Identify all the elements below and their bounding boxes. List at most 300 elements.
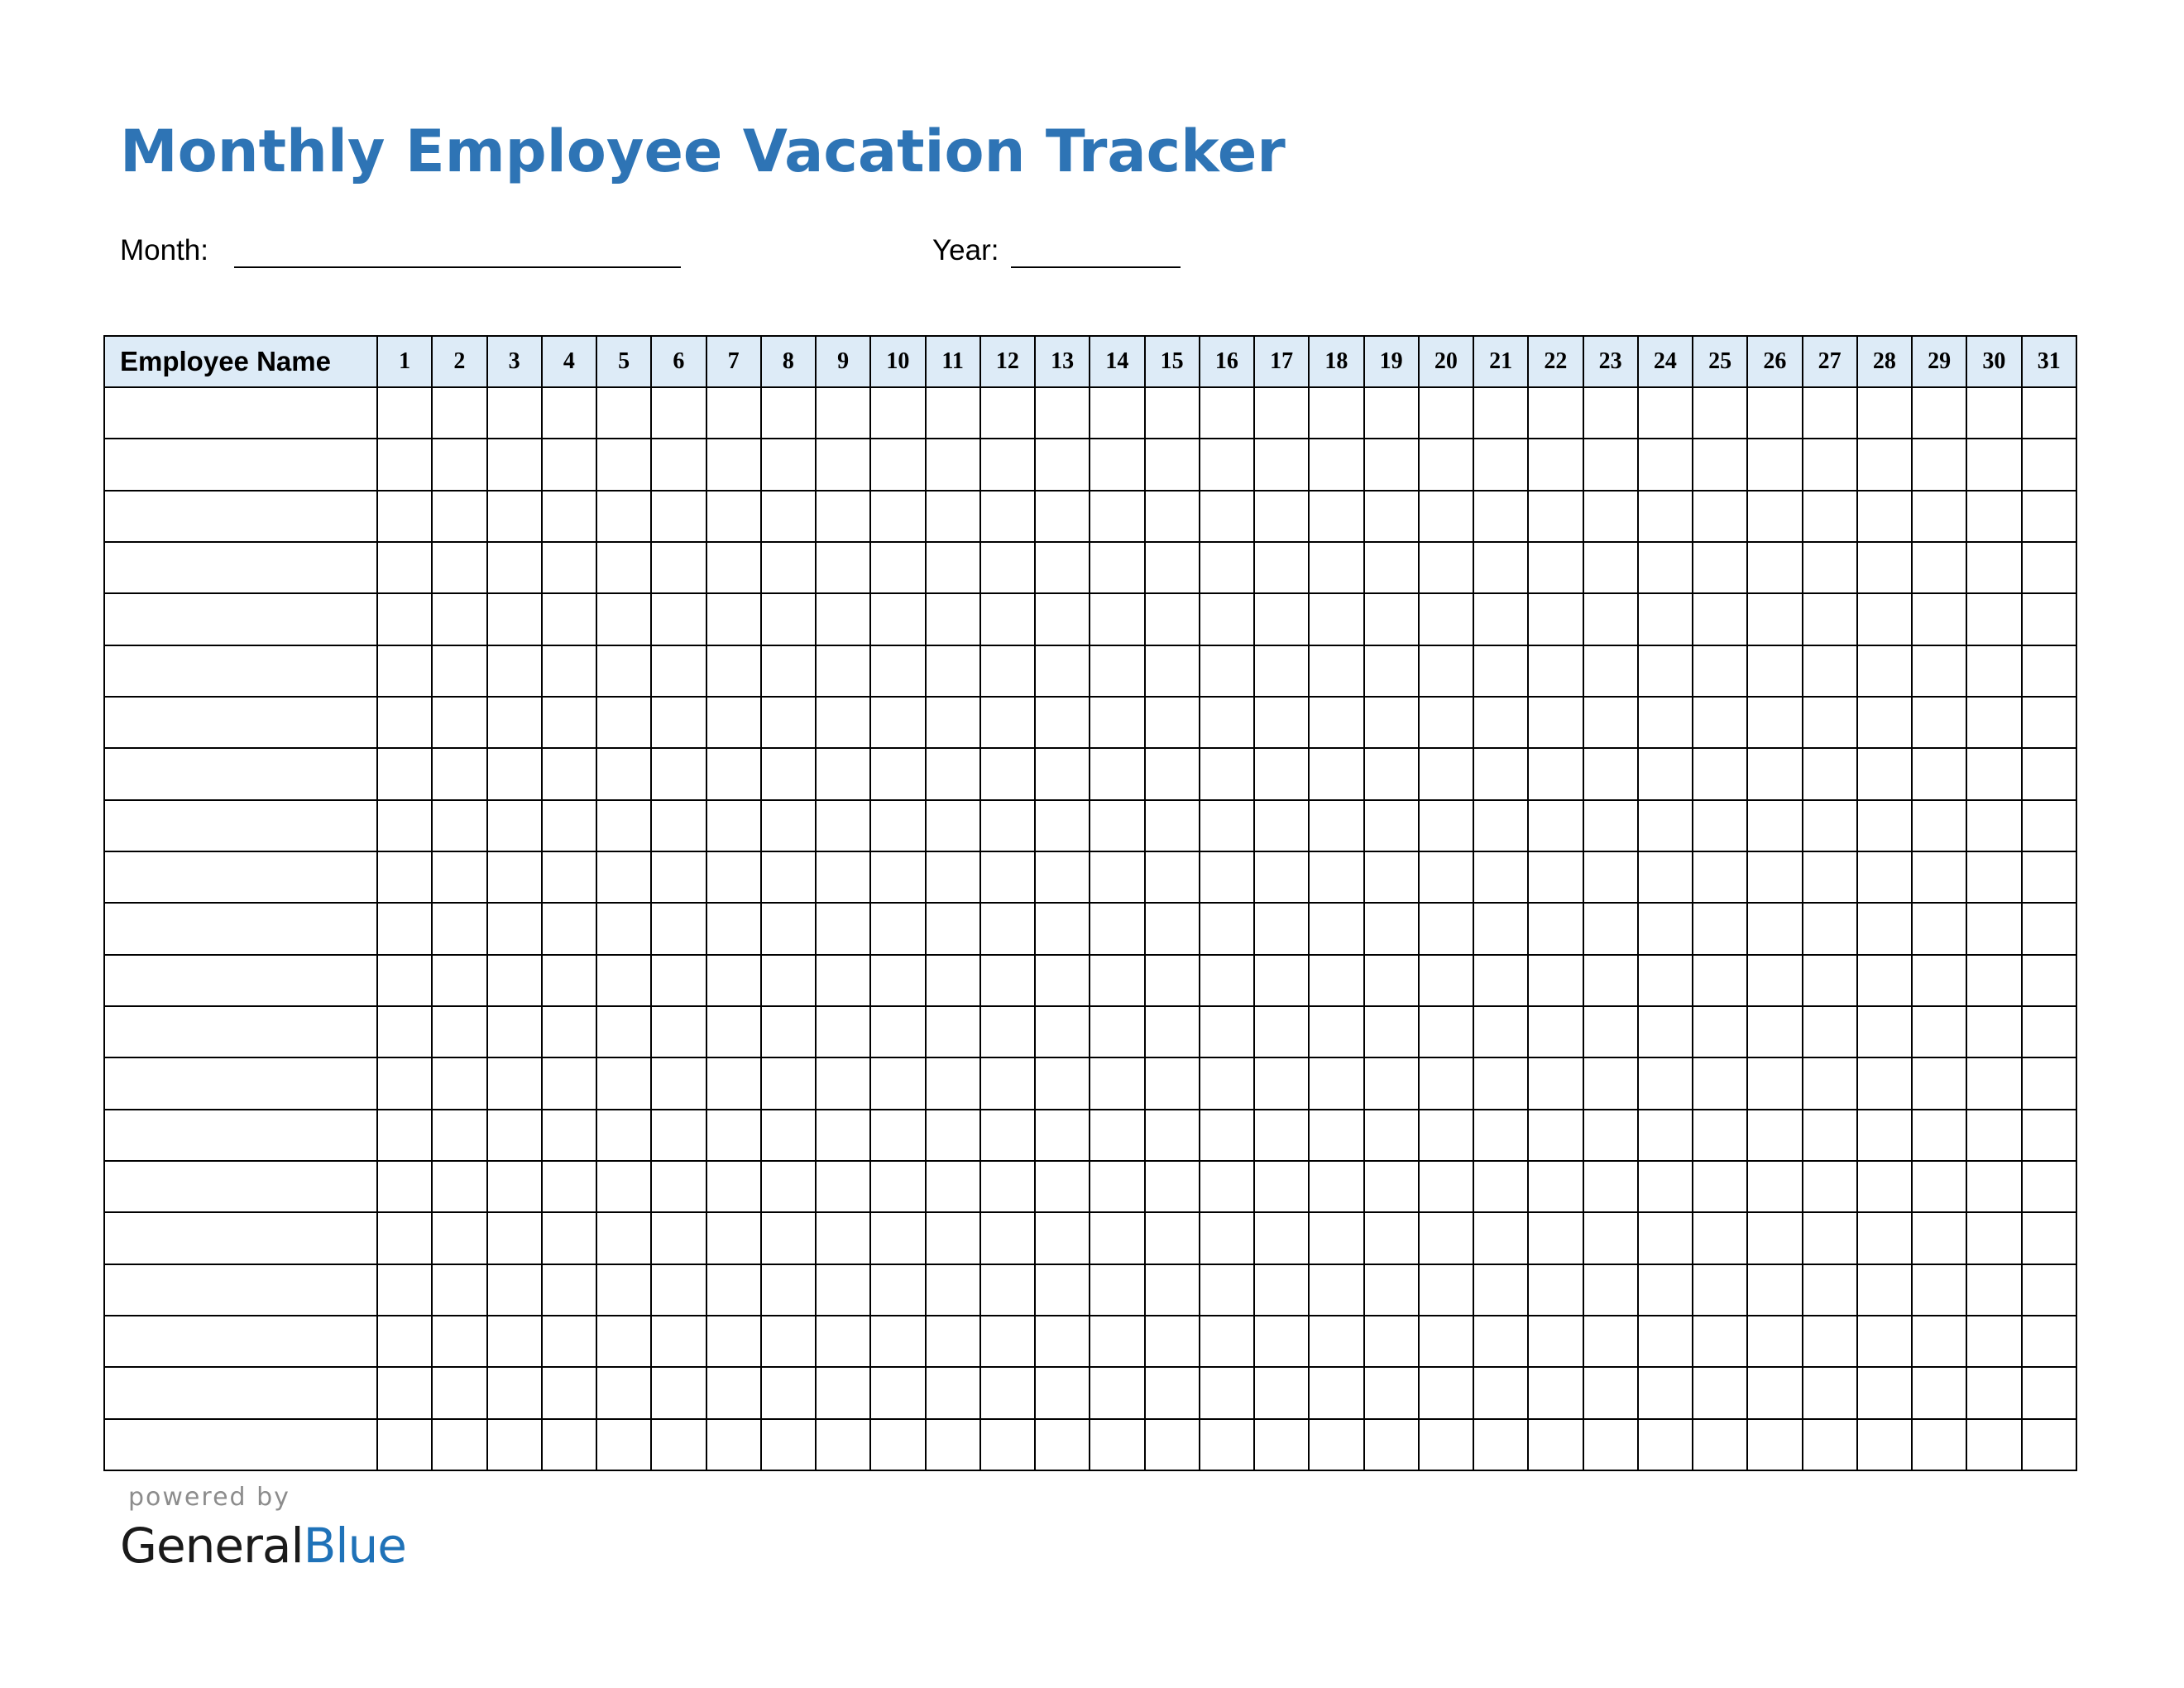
day-cell[interactable] [487, 542, 542, 593]
day-cell[interactable] [596, 542, 651, 593]
day-cell[interactable] [1090, 491, 1144, 542]
day-cell[interactable] [761, 645, 816, 697]
day-cell[interactable] [1638, 1057, 1693, 1109]
day-cell[interactable] [377, 387, 432, 439]
day-cell[interactable] [1528, 439, 1583, 490]
day-cell[interactable] [1857, 1110, 1912, 1161]
day-cell[interactable] [761, 1264, 816, 1316]
day-cell[interactable] [706, 800, 761, 851]
day-cell[interactable] [1364, 593, 1419, 645]
day-cell[interactable] [1035, 542, 1090, 593]
day-cell[interactable] [1364, 387, 1419, 439]
day-cell[interactable] [651, 955, 706, 1006]
day-cell[interactable] [1145, 439, 1200, 490]
day-cell[interactable] [487, 593, 542, 645]
day-cell[interactable] [1090, 1367, 1144, 1418]
employee-name-cell[interactable] [104, 1006, 377, 1057]
employee-name-cell[interactable] [104, 851, 377, 903]
day-cell[interactable] [596, 1264, 651, 1316]
day-cell[interactable] [596, 1419, 651, 1470]
day-cell[interactable] [1583, 1367, 1638, 1418]
day-cell[interactable] [1419, 387, 1473, 439]
day-cell[interactable] [761, 903, 816, 954]
day-cell[interactable] [1473, 1006, 1528, 1057]
day-cell[interactable] [1419, 955, 1473, 1006]
day-cell[interactable] [542, 593, 596, 645]
day-cell[interactable] [1035, 439, 1090, 490]
day-cell[interactable] [1090, 1419, 1144, 1470]
day-cell[interactable] [487, 955, 542, 1006]
day-cell[interactable] [2022, 1419, 2077, 1470]
day-cell[interactable] [432, 1161, 486, 1212]
day-cell[interactable] [1583, 1264, 1638, 1316]
day-cell[interactable] [651, 851, 706, 903]
day-cell[interactable] [1693, 1110, 1747, 1161]
day-cell[interactable] [1528, 491, 1583, 542]
day-cell[interactable] [1473, 697, 1528, 748]
employee-name-cell[interactable] [104, 1212, 377, 1264]
day-cell[interactable] [1473, 387, 1528, 439]
day-cell[interactable] [1857, 491, 1912, 542]
day-cell[interactable] [487, 851, 542, 903]
day-cell[interactable] [1803, 491, 1857, 542]
day-cell[interactable] [980, 851, 1035, 903]
day-cell[interactable] [1419, 1212, 1473, 1264]
day-cell[interactable] [432, 542, 486, 593]
day-cell[interactable] [1473, 800, 1528, 851]
day-cell[interactable] [1090, 1161, 1144, 1212]
day-cell[interactable] [596, 748, 651, 799]
day-cell[interactable] [816, 1006, 870, 1057]
day-cell[interactable] [1583, 903, 1638, 954]
day-cell[interactable] [1803, 748, 1857, 799]
day-cell[interactable] [1803, 1419, 1857, 1470]
day-cell[interactable] [1419, 1057, 1473, 1109]
day-cell[interactable] [1747, 1316, 1802, 1367]
day-cell[interactable] [1857, 851, 1912, 903]
day-cell[interactable] [1419, 1419, 1473, 1470]
day-cell[interactable] [596, 439, 651, 490]
day-cell[interactable] [377, 1419, 432, 1470]
day-cell[interactable] [980, 1316, 1035, 1367]
day-cell[interactable] [980, 1367, 1035, 1418]
day-cell[interactable] [1966, 851, 2021, 903]
day-cell[interactable] [1035, 1006, 1090, 1057]
day-cell[interactable] [1200, 903, 1254, 954]
day-cell[interactable] [1090, 1006, 1144, 1057]
day-cell[interactable] [1693, 645, 1747, 697]
day-cell[interactable] [432, 593, 486, 645]
employee-name-cell[interactable] [104, 1419, 377, 1470]
employee-name-cell[interactable] [104, 955, 377, 1006]
day-cell[interactable] [1528, 1161, 1583, 1212]
day-cell[interactable] [870, 1057, 925, 1109]
day-cell[interactable] [706, 1316, 761, 1367]
day-cell[interactable] [706, 1057, 761, 1109]
day-cell[interactable] [706, 748, 761, 799]
day-cell[interactable] [1747, 491, 1802, 542]
day-cell[interactable] [1145, 1057, 1200, 1109]
day-cell[interactable] [651, 1419, 706, 1470]
day-cell[interactable] [706, 1419, 761, 1470]
day-cell[interactable] [1912, 1316, 1966, 1367]
day-cell[interactable] [1966, 1419, 2021, 1470]
day-cell[interactable] [761, 851, 816, 903]
day-cell[interactable] [1528, 955, 1583, 1006]
day-cell[interactable] [1419, 1161, 1473, 1212]
day-cell[interactable] [651, 542, 706, 593]
day-cell[interactable] [651, 645, 706, 697]
employee-name-cell[interactable] [104, 439, 377, 490]
day-cell[interactable] [1090, 1212, 1144, 1264]
day-cell[interactable] [432, 903, 486, 954]
day-cell[interactable] [1583, 1057, 1638, 1109]
day-cell[interactable] [1912, 1212, 1966, 1264]
day-cell[interactable] [706, 439, 761, 490]
day-cell[interactable] [487, 1264, 542, 1316]
day-cell[interactable] [1473, 593, 1528, 645]
day-cell[interactable] [1309, 851, 1363, 903]
day-cell[interactable] [1200, 697, 1254, 748]
day-cell[interactable] [377, 1006, 432, 1057]
day-cell[interactable] [432, 851, 486, 903]
day-cell[interactable] [980, 1264, 1035, 1316]
day-cell[interactable] [1857, 697, 1912, 748]
day-cell[interactable] [870, 697, 925, 748]
day-cell[interactable] [432, 1367, 486, 1418]
day-cell[interactable] [1145, 1316, 1200, 1367]
day-cell[interactable] [1693, 800, 1747, 851]
day-cell[interactable] [1254, 1316, 1309, 1367]
day-cell[interactable] [542, 1161, 596, 1212]
day-cell[interactable] [651, 1367, 706, 1418]
day-cell[interactable] [1966, 1316, 2021, 1367]
day-cell[interactable] [1857, 1212, 1912, 1264]
day-cell[interactable] [2022, 645, 2077, 697]
day-cell[interactable] [1747, 387, 1802, 439]
day-cell[interactable] [980, 800, 1035, 851]
day-cell[interactable] [2022, 748, 2077, 799]
day-cell[interactable] [377, 748, 432, 799]
day-cell[interactable] [1254, 851, 1309, 903]
day-cell[interactable] [1803, 1264, 1857, 1316]
day-cell[interactable] [706, 1212, 761, 1264]
day-cell[interactable] [1638, 593, 1693, 645]
day-cell[interactable] [1309, 1161, 1363, 1212]
day-cell[interactable] [1419, 1006, 1473, 1057]
day-cell[interactable] [596, 800, 651, 851]
day-cell[interactable] [1912, 1006, 1966, 1057]
day-cell[interactable] [1090, 955, 1144, 1006]
day-cell[interactable] [1035, 491, 1090, 542]
day-cell[interactable] [1912, 851, 1966, 903]
day-cell[interactable] [926, 491, 980, 542]
day-cell[interactable] [1309, 1110, 1363, 1161]
day-cell[interactable] [377, 1161, 432, 1212]
day-cell[interactable] [1145, 387, 1200, 439]
day-cell[interactable] [1912, 955, 1966, 1006]
day-cell[interactable] [980, 697, 1035, 748]
day-cell[interactable] [596, 1367, 651, 1418]
day-cell[interactable] [2022, 593, 2077, 645]
day-cell[interactable] [1747, 1264, 1802, 1316]
day-cell[interactable] [1966, 1161, 2021, 1212]
day-cell[interactable] [1200, 800, 1254, 851]
day-cell[interactable] [596, 387, 651, 439]
day-cell[interactable] [926, 697, 980, 748]
day-cell[interactable] [377, 1264, 432, 1316]
day-cell[interactable] [1473, 1264, 1528, 1316]
day-cell[interactable] [761, 439, 816, 490]
day-cell[interactable] [1254, 1161, 1309, 1212]
day-cell[interactable] [1528, 1212, 1583, 1264]
day-cell[interactable] [1693, 542, 1747, 593]
day-cell[interactable] [2022, 903, 2077, 954]
day-cell[interactable] [1419, 851, 1473, 903]
day-cell[interactable] [1035, 1264, 1090, 1316]
day-cell[interactable] [651, 903, 706, 954]
day-cell[interactable] [432, 491, 486, 542]
day-cell[interactable] [1035, 903, 1090, 954]
day-cell[interactable] [651, 593, 706, 645]
day-cell[interactable] [1966, 645, 2021, 697]
day-cell[interactable] [980, 1110, 1035, 1161]
employee-name-cell[interactable] [104, 1161, 377, 1212]
day-cell[interactable] [1419, 903, 1473, 954]
day-cell[interactable] [1364, 1006, 1419, 1057]
day-cell[interactable] [1638, 1264, 1693, 1316]
day-cell[interactable] [1747, 1212, 1802, 1264]
day-cell[interactable] [1693, 1367, 1747, 1418]
day-cell[interactable] [1254, 1419, 1309, 1470]
day-cell[interactable] [1693, 697, 1747, 748]
day-cell[interactable] [1583, 1006, 1638, 1057]
day-cell[interactable] [596, 1057, 651, 1109]
day-cell[interactable] [377, 1057, 432, 1109]
day-cell[interactable] [1693, 1419, 1747, 1470]
day-cell[interactable] [816, 748, 870, 799]
day-cell[interactable] [1528, 387, 1583, 439]
day-cell[interactable] [1528, 593, 1583, 645]
day-cell[interactable] [761, 593, 816, 645]
day-cell[interactable] [1090, 748, 1144, 799]
day-cell[interactable] [1145, 1212, 1200, 1264]
day-cell[interactable] [1090, 851, 1144, 903]
day-cell[interactable] [542, 800, 596, 851]
day-cell[interactable] [980, 1057, 1035, 1109]
day-cell[interactable] [1747, 1161, 1802, 1212]
day-cell[interactable] [1364, 1367, 1419, 1418]
day-cell[interactable] [2022, 697, 2077, 748]
day-cell[interactable] [816, 1419, 870, 1470]
day-cell[interactable] [487, 800, 542, 851]
day-cell[interactable] [1309, 1212, 1363, 1264]
day-cell[interactable] [542, 439, 596, 490]
day-cell[interactable] [377, 1367, 432, 1418]
day-cell[interactable] [1747, 800, 1802, 851]
day-cell[interactable] [487, 903, 542, 954]
day-cell[interactable] [1857, 903, 1912, 954]
day-cell[interactable] [651, 1161, 706, 1212]
day-cell[interactable] [1583, 697, 1638, 748]
day-cell[interactable] [1912, 542, 1966, 593]
day-cell[interactable] [2022, 491, 2077, 542]
employee-name-cell[interactable] [104, 800, 377, 851]
day-cell[interactable] [926, 1264, 980, 1316]
day-cell[interactable] [1254, 387, 1309, 439]
day-cell[interactable] [2022, 1212, 2077, 1264]
day-cell[interactable] [1528, 1110, 1583, 1161]
day-cell[interactable] [926, 645, 980, 697]
day-cell[interactable] [1473, 903, 1528, 954]
day-cell[interactable] [1145, 593, 1200, 645]
day-cell[interactable] [1803, 851, 1857, 903]
day-cell[interactable] [706, 542, 761, 593]
day-cell[interactable] [1419, 439, 1473, 490]
day-cell[interactable] [1254, 955, 1309, 1006]
day-cell[interactable] [1090, 800, 1144, 851]
day-cell[interactable] [377, 439, 432, 490]
day-cell[interactable] [1473, 645, 1528, 697]
day-cell[interactable] [542, 851, 596, 903]
day-cell[interactable] [1912, 1057, 1966, 1109]
day-cell[interactable] [816, 1057, 870, 1109]
day-cell[interactable] [1035, 593, 1090, 645]
day-cell[interactable] [1473, 748, 1528, 799]
day-cell[interactable] [651, 1264, 706, 1316]
day-cell[interactable] [1364, 1264, 1419, 1316]
day-cell[interactable] [706, 387, 761, 439]
day-cell[interactable] [651, 1110, 706, 1161]
day-cell[interactable] [870, 1212, 925, 1264]
day-cell[interactable] [1528, 1057, 1583, 1109]
day-cell[interactable] [1857, 1264, 1912, 1316]
day-cell[interactable] [1035, 1057, 1090, 1109]
day-cell[interactable] [1309, 1367, 1363, 1418]
day-cell[interactable] [1364, 1110, 1419, 1161]
day-cell[interactable] [1638, 1006, 1693, 1057]
day-cell[interactable] [1747, 542, 1802, 593]
day-cell[interactable] [1200, 955, 1254, 1006]
day-cell[interactable] [2022, 1057, 2077, 1109]
day-cell[interactable] [2022, 800, 2077, 851]
day-cell[interactable] [1638, 748, 1693, 799]
day-cell[interactable] [1364, 1419, 1419, 1470]
day-cell[interactable] [926, 1212, 980, 1264]
day-cell[interactable] [1035, 1316, 1090, 1367]
day-cell[interactable] [870, 1161, 925, 1212]
day-cell[interactable] [1364, 851, 1419, 903]
employee-name-cell[interactable] [104, 491, 377, 542]
day-cell[interactable] [980, 1161, 1035, 1212]
day-cell[interactable] [1309, 955, 1363, 1006]
day-cell[interactable] [651, 800, 706, 851]
day-cell[interactable] [980, 491, 1035, 542]
day-cell[interactable] [1638, 645, 1693, 697]
day-cell[interactable] [1200, 491, 1254, 542]
day-cell[interactable] [761, 697, 816, 748]
day-cell[interactable] [542, 1264, 596, 1316]
day-cell[interactable] [432, 1264, 486, 1316]
day-cell[interactable] [1638, 491, 1693, 542]
day-cell[interactable] [377, 1110, 432, 1161]
day-cell[interactable] [926, 1419, 980, 1470]
day-cell[interactable] [1912, 491, 1966, 542]
day-cell[interactable] [980, 1006, 1035, 1057]
day-cell[interactable] [2022, 851, 2077, 903]
day-cell[interactable] [1145, 748, 1200, 799]
day-cell[interactable] [1035, 1161, 1090, 1212]
day-cell[interactable] [1200, 387, 1254, 439]
day-cell[interactable] [1693, 1161, 1747, 1212]
day-cell[interactable] [432, 748, 486, 799]
day-cell[interactable] [1693, 748, 1747, 799]
day-cell[interactable] [1583, 1212, 1638, 1264]
day-cell[interactable] [1966, 1110, 2021, 1161]
day-cell[interactable] [1254, 697, 1309, 748]
day-cell[interactable] [1912, 800, 1966, 851]
day-cell[interactable] [1473, 955, 1528, 1006]
day-cell[interactable] [487, 1161, 542, 1212]
day-cell[interactable] [1200, 1367, 1254, 1418]
day-cell[interactable] [596, 1006, 651, 1057]
day-cell[interactable] [816, 1161, 870, 1212]
day-cell[interactable] [1747, 593, 1802, 645]
day-cell[interactable] [1254, 645, 1309, 697]
day-cell[interactable] [926, 903, 980, 954]
day-cell[interactable] [1803, 1367, 1857, 1418]
day-cell[interactable] [1090, 1110, 1144, 1161]
day-cell[interactable] [1473, 1110, 1528, 1161]
employee-name-cell[interactable] [104, 748, 377, 799]
day-cell[interactable] [596, 903, 651, 954]
day-cell[interactable] [1254, 1264, 1309, 1316]
day-cell[interactable] [870, 851, 925, 903]
day-cell[interactable] [1857, 1419, 1912, 1470]
day-cell[interactable] [432, 697, 486, 748]
day-cell[interactable] [1583, 748, 1638, 799]
day-cell[interactable] [1473, 439, 1528, 490]
day-cell[interactable] [926, 851, 980, 903]
day-cell[interactable] [1912, 1367, 1966, 1418]
day-cell[interactable] [487, 1006, 542, 1057]
day-cell[interactable] [1693, 387, 1747, 439]
day-cell[interactable] [1583, 1110, 1638, 1161]
day-cell[interactable] [1583, 387, 1638, 439]
day-cell[interactable] [432, 1110, 486, 1161]
day-cell[interactable] [816, 645, 870, 697]
day-cell[interactable] [542, 1006, 596, 1057]
day-cell[interactable] [377, 955, 432, 1006]
day-cell[interactable] [1803, 903, 1857, 954]
day-cell[interactable] [487, 1316, 542, 1367]
day-cell[interactable] [1254, 1212, 1309, 1264]
day-cell[interactable] [1145, 1110, 1200, 1161]
day-cell[interactable] [1747, 851, 1802, 903]
day-cell[interactable] [761, 1006, 816, 1057]
day-cell[interactable] [1528, 1419, 1583, 1470]
day-cell[interactable] [1035, 800, 1090, 851]
day-cell[interactable] [1583, 542, 1638, 593]
month-field[interactable] [234, 266, 681, 268]
day-cell[interactable] [432, 439, 486, 490]
day-cell[interactable] [1473, 1367, 1528, 1418]
day-cell[interactable] [377, 1212, 432, 1264]
day-cell[interactable] [1857, 748, 1912, 799]
day-cell[interactable] [870, 491, 925, 542]
day-cell[interactable] [487, 645, 542, 697]
day-cell[interactable] [596, 851, 651, 903]
